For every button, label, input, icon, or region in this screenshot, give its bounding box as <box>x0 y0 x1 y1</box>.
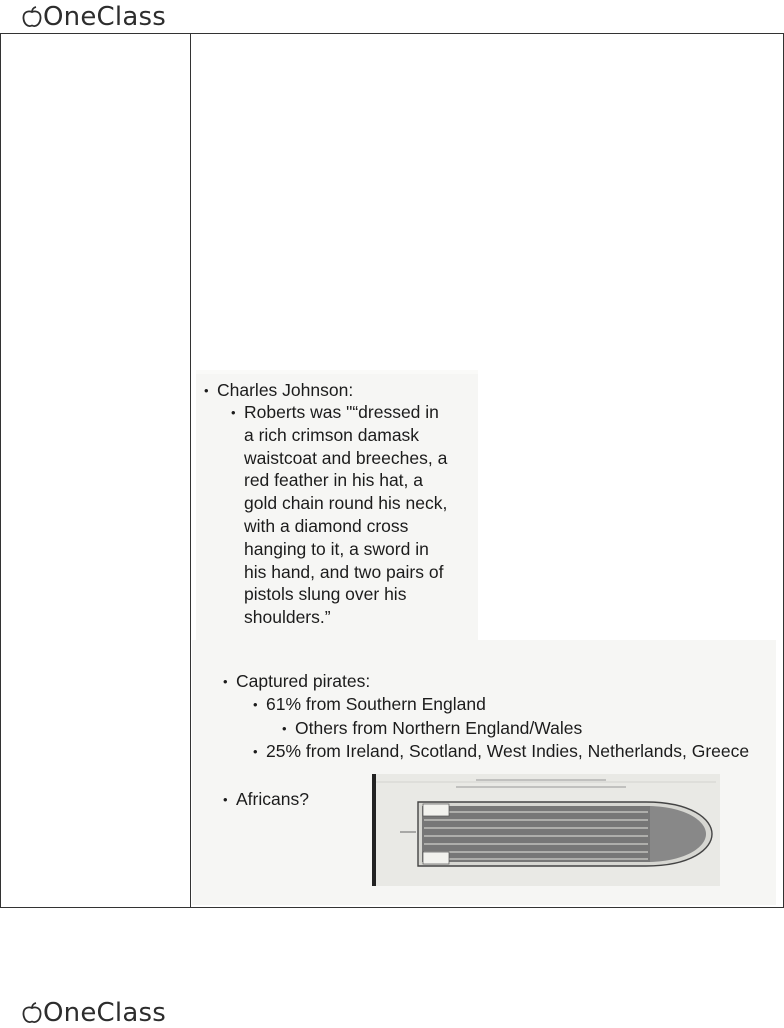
bullet-charles-johnson <box>204 379 354 402</box>
brand-logo-top <box>22 2 166 32</box>
slide-top-strip <box>196 370 478 374</box>
slave-ship-diagram <box>372 774 720 886</box>
bullet-dot: • <box>204 383 209 398</box>
bullet-text: Others from Northern England/Wales <box>295 718 583 738</box>
quote-line: gold chain round his neck, <box>244 493 448 514</box>
bullet-southern-england <box>253 693 486 716</box>
bullet-dot: • <box>231 405 236 420</box>
bullet-northern-england <box>282 717 583 740</box>
bullet-dot: • <box>223 792 228 807</box>
bullet-africans <box>223 788 309 811</box>
brand-name: OneClass <box>43 998 166 1028</box>
quote-line: shoulders.” <box>244 607 331 628</box>
quote-line: Roberts was "“dressed in <box>244 402 439 422</box>
bullet-text: Africans? <box>236 789 309 809</box>
slide-captured-pirates <box>192 640 776 905</box>
brand-name: OneClass <box>43 2 166 32</box>
quote-line: red feather in his hat, a <box>244 470 423 491</box>
bullet-captured-pirates <box>223 670 371 693</box>
quote-line: waistcoat and breeches, a <box>244 447 448 468</box>
quote-line: hanging to it, a sword in <box>244 538 429 559</box>
bullet-ireland-etc <box>253 740 750 763</box>
bullet-text: 25% from Ireland, Scotland, West Indies, Netherlands, Greece <box>266 741 750 761</box>
quote-line: his hand, and two pairs of <box>244 561 444 582</box>
quote-line: pistols slung over his <box>244 584 407 605</box>
bullet-text: 61% from Southern England <box>266 694 486 714</box>
quote-line: with a diamond cross <box>244 515 409 536</box>
brand-logo-bottom <box>22 998 166 1028</box>
apple-icon <box>22 1002 42 1024</box>
slide-charles-johnson <box>196 370 478 640</box>
bullet-dot: • <box>282 721 287 736</box>
quote-line: a rich crimson damask <box>244 424 420 445</box>
cue-column <box>1 34 191 907</box>
bullet-dot: • <box>253 697 258 712</box>
bullet-text: Charles Johnson: <box>217 380 354 400</box>
bullet-text: Captured pirates: <box>236 671 371 691</box>
roberts-quote <box>244 401 447 629</box>
apple-icon <box>22 6 42 28</box>
bullet-dot: • <box>223 674 228 689</box>
bullet-dot: • <box>253 744 258 759</box>
ship-plan-illustration <box>376 774 716 886</box>
